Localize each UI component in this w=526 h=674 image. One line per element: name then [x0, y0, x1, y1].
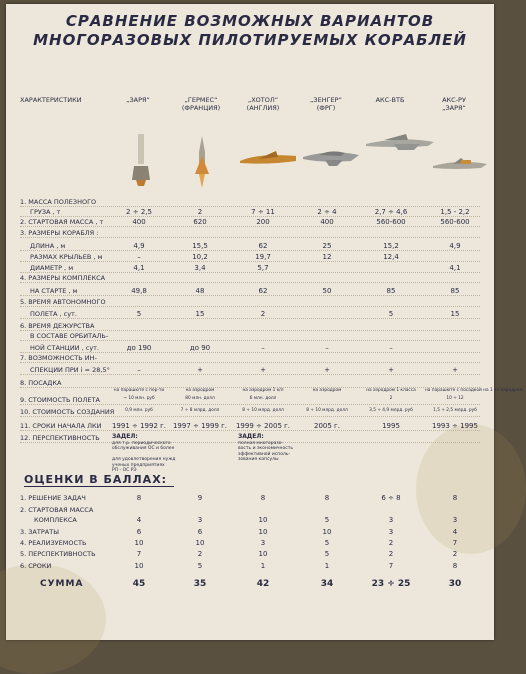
score-value: 7 [388, 562, 394, 570]
row-value: 2,7 ÷ 4,6 [374, 208, 408, 216]
row-separator [20, 330, 480, 331]
score-value: 10 [134, 562, 144, 570]
row-value: 12 [322, 253, 332, 261]
header-col-aks-ru [424, 96, 484, 112]
row-value: – [389, 344, 393, 352]
aks-ru-illustration [431, 154, 489, 176]
row-value: 62 [258, 287, 268, 295]
row-value: 2 [197, 208, 203, 216]
row-value: 25 [322, 242, 332, 250]
row-separator [20, 216, 480, 217]
row-value: 19,7 [255, 253, 271, 261]
row-separator [20, 282, 480, 283]
section-divider [24, 486, 174, 487]
row-separator [20, 226, 480, 227]
header-col-label: „ГЕРМЕС“ [184, 96, 218, 104]
score-value: 10 [258, 550, 268, 558]
score-value: 3 [260, 539, 266, 547]
row-value: 2 ÷ 4 [317, 208, 337, 216]
header-col-label: „ХОТОЛ“ [247, 96, 279, 104]
row-value: 62 [258, 242, 268, 250]
row-label: НА СТАРТЕ , м [30, 287, 78, 295]
sum-label: СУММА [40, 579, 84, 589]
row-value: 620 [193, 218, 207, 226]
score-value: 3 [197, 516, 203, 524]
row-value: 50 [322, 287, 332, 295]
row-label: ДЛИНА , м [30, 242, 66, 250]
row-value: 2005 г. [314, 422, 340, 430]
row-separator [20, 374, 480, 375]
perspective-note-hotol [238, 434, 318, 463]
row-label: 7. ВОЗМОЖНОСТЬ ИН- [20, 354, 97, 362]
row-label: 11. СРОКИ НАЧАЛА ЛКИ [20, 422, 102, 430]
note-line: ученых предприятиях [112, 462, 165, 468]
row-label: 4. РАЗМЕРЫ КОМПЛЕКСА [20, 274, 106, 282]
header-col-zarya [108, 96, 168, 104]
row-label: НОЙ СТАНЦИИ , сут. [30, 344, 100, 352]
header-col-sublabel: (АНГЛИЯ) [246, 104, 280, 112]
header-col-hotol [233, 96, 293, 112]
row-value: 8 ÷ 10 млрд. долл [242, 408, 284, 413]
row-separator [20, 318, 480, 319]
row-label: ГРУЗА , т [30, 208, 61, 216]
score-value: 5 [324, 539, 330, 547]
landing-value: на аэродром 1 к/л [242, 388, 284, 393]
score-value: 5 [324, 516, 330, 524]
score-value: 6 [136, 528, 142, 536]
zarya-capsule-illustration [126, 132, 156, 188]
row-separator [20, 237, 480, 238]
header-col-label: „ЗАРЯ“ [126, 96, 150, 104]
score-label: 2. СТАРТОВАЯ МАССА [20, 506, 94, 514]
row-separator [20, 206, 480, 207]
row-value: 2 [260, 310, 266, 318]
row-value: 85 [386, 287, 396, 295]
score-value: 2 [452, 550, 458, 558]
row-separator [20, 352, 480, 353]
row-value: – [137, 253, 141, 261]
header-col-label: АКС-РУ [442, 96, 466, 104]
score-value: 4 [136, 516, 142, 524]
hermes-illustration [191, 132, 213, 190]
header-col-sanger [296, 96, 356, 112]
row-value: + [260, 366, 266, 374]
row-value: 10,2 [192, 253, 208, 261]
score-value: 10 [134, 539, 144, 547]
score-value: 8 [260, 494, 266, 502]
score-value: 10 [322, 528, 332, 536]
row-value: 5,7 [257, 264, 269, 272]
row-label: 5. ВРЕМЯ АВТОНОМНОГО [20, 298, 106, 306]
row-value: 15,5 [192, 242, 208, 250]
sanger-illustration [301, 145, 361, 169]
row-label: СПЕКЦИИ ПРИ i = 28,5° [30, 366, 110, 374]
row-value: 400 [320, 218, 334, 226]
poster [6, 4, 523, 640]
row-value: + [452, 366, 458, 374]
row-value: 10 ÷ 12 [446, 396, 464, 401]
hotol-illustration [238, 147, 298, 171]
score-label: 5. ПЕРСПЕКТИВНОСТЬ [20, 550, 96, 558]
row-value: 49,8 [131, 287, 147, 295]
note-line: эффективной исполь- [238, 451, 291, 457]
row-value: + [324, 366, 330, 374]
scores-section-title: ОЦЕНКИ В БАЛЛАХ: [24, 473, 168, 486]
row-separator [20, 430, 480, 431]
row-separator [20, 306, 480, 307]
row-value: 4,1 [133, 264, 145, 272]
row-separator [20, 272, 480, 273]
note-line: вость и экономичность [238, 446, 293, 451]
score-label: 6. СРОКИ [20, 562, 52, 570]
row-value: до 190 [126, 344, 152, 352]
sum-value: 45 [132, 579, 146, 589]
aks-vtb-illustration [364, 130, 436, 154]
score-label: 3. ЗАТРАТЫ [20, 528, 59, 536]
note-heading: ЗАДЕЛ: [112, 433, 138, 440]
note-line: РП - ОС РЭ [112, 468, 137, 473]
header-col-label: АКС-ВТБ [375, 96, 405, 104]
score-value: 5 [197, 562, 203, 570]
row-value: 3,5 ÷ 4,9 млрд. руб [369, 408, 413, 413]
row-value: 4,1 [449, 264, 461, 272]
row-label: 12. ПЕРСПЕКТИВНОСТЬ [20, 434, 100, 442]
row-value: 3,4 [194, 264, 206, 272]
score-value: 8 [324, 494, 330, 502]
row-value: 5 [388, 310, 394, 318]
score-label: 1. РЕШЕНИЕ ЗАДАЧ [20, 494, 86, 502]
row-label: 6. ВРЕМЯ ДЕЖУРСТВА [20, 322, 95, 330]
header-col-sublabel: (ФРГ) [316, 104, 336, 112]
score-value: 8 [136, 494, 142, 502]
row-label: РАЗМАХ КРЫЛЬЕВ , м [30, 253, 103, 261]
row-value: 1991 ÷ 1992 г. [111, 422, 167, 430]
row-label: 9. СТОИМОСТЬ ПОЛЕТА [20, 396, 100, 404]
score-value: 10 [258, 528, 268, 536]
score-value: 2 [388, 539, 394, 547]
row-value: 15,2 [383, 242, 399, 250]
row-value: до 90 [189, 344, 211, 352]
row-value: 85 [450, 287, 460, 295]
note-line: для т.р. периодического [112, 440, 171, 446]
score-label: КОМПЛЕКСА [34, 516, 77, 524]
row-value: 4,9 [133, 242, 145, 250]
row-value: 1995 [382, 422, 400, 430]
score-value: 6 ÷ 8 [381, 494, 401, 502]
header-col-label: „ЗЕНГЕР“ [310, 96, 342, 104]
score-value: 4 [452, 528, 458, 536]
row-value: 200 [256, 218, 270, 226]
note-heading: ЗАДЕЛ: [238, 433, 264, 440]
score-value: 9 [197, 494, 203, 502]
score-label: 4. РЕАЛИЗУЕМОСТЬ [20, 539, 87, 547]
header-col-sublabel: „ЗАРЯ“ [442, 104, 466, 112]
score-value: 1 [324, 562, 330, 570]
row-separator [20, 416, 480, 417]
row-value: 15 [195, 310, 205, 318]
note-line: полная многоразо- [238, 440, 283, 446]
score-value: 10 [195, 539, 205, 547]
row-value: – [325, 344, 329, 352]
row-separator [20, 261, 480, 262]
row-value: 1,5 ÷ 2,5 млрд. руб [433, 408, 477, 413]
row-value: – [137, 366, 141, 374]
row-value: + [197, 366, 203, 374]
perspective-note-zarya [112, 434, 182, 474]
sum-value: 34 [320, 579, 334, 589]
row-value: 12,4 [383, 253, 399, 261]
score-value: 3 [388, 516, 394, 524]
row-label: ДИАМЕТР , м [30, 264, 74, 272]
score-value: 2 [197, 550, 203, 558]
row-value: 7 ÷ 8 млрд. долл [180, 408, 220, 413]
row-value: 560-600 [376, 218, 406, 226]
header-characteristics: ХАРАКТЕРИСТИКИ [20, 96, 82, 104]
row-value: 80 млн. долл [185, 396, 215, 401]
landing-value: на аэродром [312, 388, 342, 393]
score-value: 8 [452, 562, 458, 570]
row-value: 1999 ÷ 2005 г. [235, 422, 291, 430]
row-value: 2 ÷ 2,5 [126, 208, 152, 216]
landing-value: на парашюте с посадкой на 1 кл аэродром [425, 388, 523, 393]
row-value: 1997 ÷ 1999 г. [172, 422, 228, 430]
row-label: ПОЛЕТА , сут. [30, 310, 77, 318]
row-value: 4,9 [449, 242, 461, 250]
score-value: 1 [260, 562, 266, 570]
header-col-hermes [169, 96, 233, 112]
row-label: 8. ПОСАДКА [20, 379, 62, 387]
header-col-sublabel: (ФРАНЦИЯ) [181, 104, 221, 112]
row-label: 3. РАЗМЕРЫ КОРАБЛЯ : [20, 229, 99, 237]
note-line: обслуживания ОС и более [112, 446, 175, 451]
row-label: 10. СТОИМОСТЬ СОЗДАНИЯ [20, 408, 115, 416]
row-separator [20, 340, 480, 341]
score-value: 3 [388, 528, 394, 536]
row-value: 1993 ÷ 1995 [432, 422, 478, 430]
sum-value: 35 [193, 579, 207, 589]
row-value: 8 ÷ 10 млрд. долл [306, 408, 348, 413]
score-value: 5 [324, 550, 330, 558]
row-value: 560-600 [440, 218, 470, 226]
row-separator [20, 362, 480, 363]
title-line-1: СРАВНЕНИЕ ВОЗМОЖНЫХ ВАРИАНТОВ [65, 12, 435, 30]
title-line-2: МНОГОРАЗОВЫХ ПИЛОТИРУЕМЫХ КОРАБЛЕЙ [33, 31, 467, 49]
note-line: зования капсулы [238, 457, 279, 462]
row-value: 1,5 - 2,2 [440, 208, 470, 216]
row-value: 15 [450, 310, 460, 318]
row-label: В СОСТАВЕ ОРБИТАЛЬ- [30, 332, 109, 340]
sum-value: 23 ÷ 25 [371, 579, 411, 589]
row-value: ~ 10 млн. руб [123, 396, 155, 401]
row-value: 0,9 млн. руб [125, 408, 153, 413]
sum-value: 30 [448, 579, 462, 589]
row-value: 48 [195, 287, 205, 295]
score-value: 8 [452, 494, 458, 502]
row-value: 7 ÷ 11 [251, 208, 275, 216]
sum-value: 42 [256, 579, 270, 589]
landing-value: на аэродром 1 класса [366, 388, 416, 393]
note-line: для удовлетворения нужд [112, 457, 176, 462]
row-separator [20, 295, 480, 296]
landing-value: на аэродром [185, 388, 215, 393]
row-value: 2 [389, 396, 393, 401]
row-value: 6 млн. долл [249, 396, 277, 401]
score-value: 6 [197, 528, 203, 536]
row-value: + [388, 366, 394, 374]
row-separator [20, 250, 480, 251]
row-value: 400 [132, 218, 146, 226]
header-col-aks-vtb [360, 96, 420, 104]
row-separator [20, 404, 480, 405]
row-label: 2. СТАРТОВАЯ МАССА , т [20, 218, 104, 226]
row-value: – [261, 344, 265, 352]
row-label: 1. МАССА ПОЛЕЗНОГО [20, 198, 97, 206]
row-value: 5 [136, 310, 142, 318]
score-value: 10 [258, 516, 268, 524]
score-value: 7 [452, 539, 458, 547]
score-value: 2 [388, 550, 394, 558]
score-value: 3 [452, 516, 458, 524]
score-value: 7 [136, 550, 142, 558]
landing-value: на парашюте с пер-ти [113, 388, 165, 393]
